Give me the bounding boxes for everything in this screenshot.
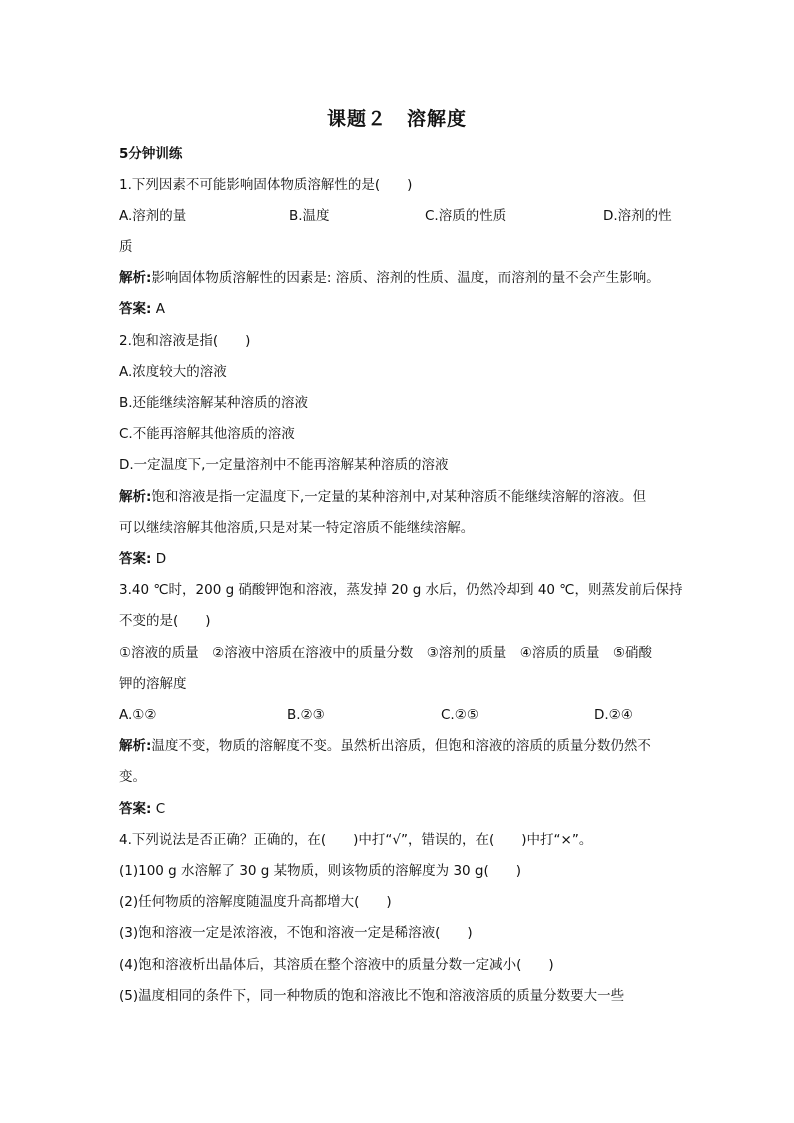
q3-analysis [119,736,679,756]
answer-text: C [151,801,166,817]
q2-option-c: C.不能再溶解其他溶质的溶液 [119,426,295,442]
analysis-label: 解析: [119,270,152,286]
q3-option-b: B.②③ [287,707,325,723]
analysis-text: 影响固体物质溶解性的因素是: 溶质、溶剂的性质、温度，而溶剂的量不会产生影响。 [151,270,660,286]
q1-option-d-wrap: 质 [119,239,133,255]
q2-option-d: D.一定温度下,一定量溶剂中不能再溶解某种溶质的溶液 [119,457,449,473]
question-1-stem: 1.下列因素不可能影响固体物质溶解性的是( ) [119,177,413,193]
q2-option-b: B.还能继续溶解某种溶质的溶液 [119,395,309,411]
q4-item-5: (5)温度相同的条件下，同一种物质的饱和溶液比不饱和溶液溶质的质量分数要大一些 [119,988,625,1004]
section-heading: 5分钟训练 [119,146,183,162]
q4-item-3: (3)饱和溶液一定是浓溶液，不饱和溶液一定是稀溶液( ) [119,925,473,941]
question-3-stem-cont: 不变的是( ) [119,613,211,629]
q3-option-d: D.②④ [594,707,633,723]
q1-option-c: C.溶质的性质 [425,208,507,224]
q4-item-4: (4)饱和溶液析出晶体后，其溶质在整个溶液中的质量分数一定减小( ) [119,957,554,973]
q3-option-c: C.②⑤ [441,707,479,723]
analysis-text: 温度不变，物质的溶解度不变。虽然析出溶质，但饱和溶液的溶质的质量分数仍然不 [151,738,651,754]
q3-option-a: A.①② [119,707,157,723]
q1-analysis [119,268,679,288]
q4-item-2: (2)任何物质的溶解度随温度升高都增大( ) [119,894,392,910]
q1-option-a: A.溶剂的量 [119,208,187,224]
q4-item-1: (1)100 g 水溶解了 30 g 某物质，则该物质的溶解度为 30 g( ) [119,863,522,879]
q3-analysis-cont: 变。 [119,769,146,785]
answer-label: 答案: [119,801,152,817]
q1-answer [119,299,679,319]
q3-items: ①溶液的质量 ②溶液中溶质在溶液中的质量分数 ③溶剂的质量 ④溶质的质量 ⑤硝酸 [119,645,653,661]
q1-option-d: D.溶剂的性 [603,208,672,224]
page-title: 课题２ 溶解度 [326,108,467,130]
q3-answer [119,799,679,819]
answer-text: A [151,301,165,317]
q3-items-cont: 钾的溶解度 [119,676,187,692]
answer-label: 答案: [119,301,152,317]
question-2-stem: 2.饱和溶液是指( ) [119,333,251,349]
question-4-stem: 4.下列说法是否正确？正确的，在( )中打“√”，错误的，在( )中打“×”。 [119,832,593,848]
answer-text: D [151,551,167,567]
q2-option-a: A.浓度较大的溶液 [119,364,227,380]
q1-option-b: B.温度 [289,208,330,224]
analysis-label: 解析: [119,738,152,754]
q2-answer [119,549,679,569]
analysis-text: 饱和溶液是指一定温度下,一定量的某种溶剂中,对某种溶质不能继续溶解的溶液。但 [151,489,646,505]
q2-analysis-cont: 可以继续溶解其他溶质,只是对某一特定溶质不能继续溶解。 [119,520,475,536]
answer-label: 答案: [119,551,152,567]
q2-analysis [119,487,679,507]
analysis-label: 解析: [119,489,152,505]
question-3-stem: 3.40 ℃时，200 g 硝酸钾饱和溶液，蒸发掉 20 g 水后，仍然冷却到 40 ℃，则蒸发前后保持 [119,582,683,598]
